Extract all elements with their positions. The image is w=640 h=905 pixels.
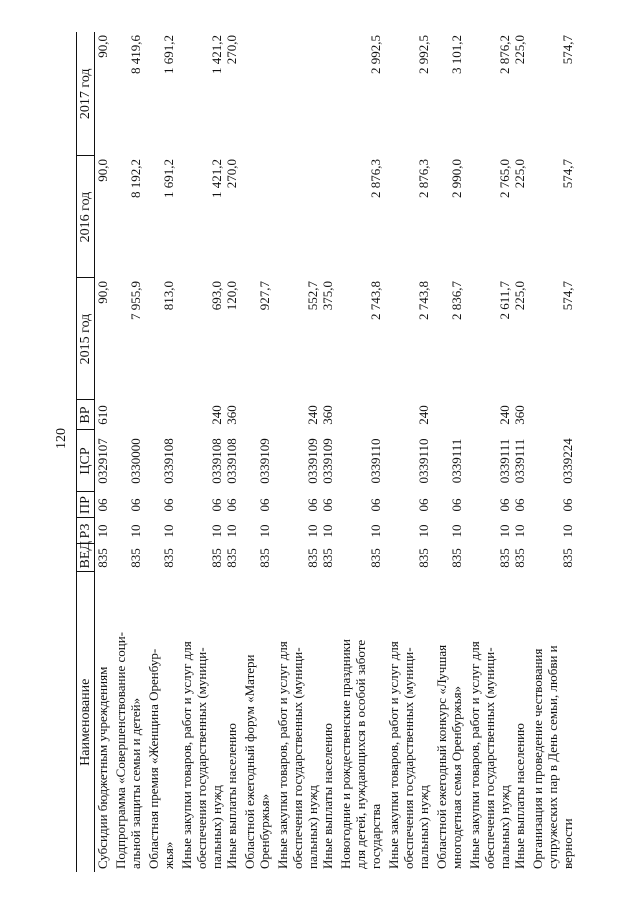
cell-rz — [338, 518, 386, 544]
cell-csr — [467, 430, 530, 492]
cell-2016 — [467, 156, 530, 278]
cell-rz-line: 10 — [416, 524, 431, 538]
cell-pr-line: 06 — [257, 498, 272, 512]
cell-2016-line: 2 876,3 — [416, 159, 431, 198]
cell-2015 — [179, 278, 242, 400]
cell-pr-line: 06 — [209, 498, 224, 512]
cell-2016 — [242, 156, 275, 278]
cell-csr-line: 0339110 — [416, 438, 431, 484]
cell-2016-line: 270,0 — [224, 159, 239, 189]
cell-2015-line: 2 611,7 — [497, 281, 512, 320]
cell-rz-line: 10 — [257, 524, 272, 538]
cell-vr — [338, 400, 386, 430]
row-name — [467, 572, 530, 872]
cell-rz-line: 10 — [320, 524, 335, 538]
cell-pr — [386, 492, 434, 518]
cell-ved-line: 835 — [512, 548, 527, 568]
col-header-pr: ПР — [77, 492, 95, 518]
row-name-line: пальных) нужд — [305, 785, 320, 869]
cell-rz-line: 10 — [560, 524, 575, 538]
cell-ved-line: 835 — [209, 548, 224, 568]
table-row — [467, 32, 530, 872]
cell-2017-line: 225,0 — [512, 35, 527, 65]
row-name-line: альной защиты семьи и детей» — [128, 697, 143, 869]
rotated-page-content — [76, 32, 578, 872]
col-header-vr: ВР — [77, 400, 95, 430]
cell-vr-line: 360 — [224, 405, 239, 425]
table-row — [113, 32, 146, 872]
cell-ved-line: 835 — [416, 548, 431, 568]
cell-csr-line: 0339111 — [449, 438, 464, 484]
cell-2016 — [95, 156, 114, 278]
cell-vr-line — [368, 403, 383, 427]
cell-2017 — [146, 32, 179, 156]
cell-vr-line: 240 — [497, 405, 512, 425]
cell-2015 — [467, 278, 530, 400]
cell-2017-line: 3 101,2 — [449, 35, 464, 74]
cell-pr — [530, 492, 578, 518]
cell-csr — [95, 430, 114, 492]
row-name-line: Иные закупки товаров, работ и услуг для — [467, 641, 482, 869]
cell-vr-line: 240 — [209, 405, 224, 425]
col-header-2017: 2017 год — [77, 32, 95, 156]
row-name-line: Новогодние и рождественские праздники — [338, 639, 353, 869]
cell-rz-line: 10 — [305, 524, 320, 538]
cell-ved — [530, 544, 578, 572]
cell-pr-line: 06 — [560, 498, 575, 512]
table-row — [434, 32, 467, 872]
row-name-line: Организация и проведение чествования — [530, 648, 545, 869]
cell-csr — [242, 430, 275, 492]
cell-2017-line: 2 992,5 — [416, 35, 431, 74]
cell-csr — [338, 430, 386, 492]
cell-2016 — [530, 156, 578, 278]
cell-ved-line: 835 — [320, 548, 335, 568]
cell-2015-line: 2 743,8 — [368, 281, 383, 320]
cell-pr-line: 06 — [224, 498, 239, 512]
cell-2015-line: 7 955,9 — [128, 281, 143, 320]
cell-2015 — [530, 278, 578, 400]
row-name-line: Иные закупки товаров, работ и услуг для — [179, 641, 194, 869]
cell-2015-line: 225,0 — [512, 281, 527, 311]
table-row — [338, 32, 386, 872]
row-name — [242, 572, 275, 872]
cell-ved-line: 835 — [497, 548, 512, 568]
cell-rz — [386, 518, 434, 544]
cell-csr — [386, 430, 434, 492]
cell-vr — [386, 400, 434, 430]
row-name-line: обеспечения государственных (муници- — [290, 647, 305, 869]
cell-2017 — [530, 32, 578, 156]
cell-vr-line — [449, 403, 464, 427]
cell-2015-line: 375,0 — [320, 281, 335, 311]
cell-rz — [467, 518, 530, 544]
table-row — [146, 32, 179, 872]
cell-rz-line: 10 — [95, 524, 110, 538]
cell-2016-line: 1 691,2 — [161, 159, 176, 198]
row-name — [113, 572, 146, 872]
cell-ved — [434, 544, 467, 572]
page-number: 120 — [54, 428, 69, 449]
cell-2016 — [434, 156, 467, 278]
cell-pr-line: 06 — [368, 498, 383, 512]
col-header-ved: ВЕД — [77, 544, 95, 572]
cell-vr — [146, 400, 179, 430]
cell-csr-line: 0339108 — [161, 438, 176, 484]
cell-vr-line — [128, 403, 143, 427]
cell-2016-line: 1 421,2 — [209, 159, 224, 198]
row-name — [434, 572, 467, 872]
cell-pr — [95, 492, 114, 518]
row-name-line: жья» — [161, 841, 176, 869]
cell-csr — [113, 430, 146, 492]
cell-2017-line: 270,0 — [224, 35, 239, 65]
cell-2017 — [179, 32, 242, 156]
cell-2015-line: 574,7 — [560, 281, 575, 311]
cell-2016-line: 90,0 — [95, 159, 110, 182]
cell-2016 — [386, 156, 434, 278]
cell-vr-line: 610 — [95, 405, 110, 425]
cell-vr — [530, 400, 578, 430]
table-row — [242, 32, 275, 872]
cell-pr-line: 06 — [449, 498, 464, 512]
cell-2016-line: 574,7 — [560, 159, 575, 189]
row-name-line: Субсидии бюджетным учреждениям — [95, 666, 110, 869]
cell-ved-line: 835 — [257, 548, 272, 568]
cell-csr-line: 0339111 — [512, 438, 527, 484]
row-name-line: пальных) нужд — [209, 785, 224, 869]
cell-2015-line: 693,0 — [209, 281, 224, 311]
cell-vr — [434, 400, 467, 430]
row-name-line: Областной ежегодный форум «Матери — [242, 654, 257, 869]
cell-rz — [275, 518, 338, 544]
cell-pr-line: 06 — [128, 498, 143, 512]
cell-rz — [530, 518, 578, 544]
cell-pr — [242, 492, 275, 518]
row-name-line: обеспечения государственных (муници- — [194, 647, 209, 869]
row-name-line: обеспечения государственных (муници- — [401, 647, 416, 869]
cell-rz-line: 10 — [512, 524, 527, 538]
cell-2016-line: 2 765,0 — [497, 159, 512, 198]
cell-rz-line: 10 — [449, 524, 464, 538]
cell-csr-line: 0339108 — [209, 438, 224, 484]
col-header-name: Наименование — [77, 572, 95, 872]
table-body — [95, 32, 579, 872]
cell-ved — [275, 544, 338, 572]
cell-2016-line — [320, 159, 335, 275]
row-name-line: супружеских пар в День семьи, любви и — [545, 645, 560, 869]
cell-2016 — [146, 156, 179, 278]
cell-vr-line — [257, 403, 272, 427]
cell-csr-line: 0339108 — [224, 438, 239, 484]
cell-vr-line: 360 — [512, 405, 527, 425]
cell-ved — [338, 544, 386, 572]
cell-rz-line: 10 — [497, 524, 512, 538]
cell-2015-line: 120,0 — [224, 281, 239, 311]
cell-2016-line: 225,0 — [512, 159, 527, 189]
cell-2015 — [113, 278, 146, 400]
row-name-line: Иные выплаты населению — [512, 723, 527, 869]
cell-csr-line: 0339109 — [320, 438, 335, 484]
cell-csr-line: 0339109 — [305, 438, 320, 484]
cell-2016 — [113, 156, 146, 278]
cell-2015 — [275, 278, 338, 400]
cell-ved — [467, 544, 530, 572]
table-row — [95, 32, 114, 872]
row-name-line: Иные закупки товаров, работ и услуг для — [275, 641, 290, 869]
cell-2017 — [338, 32, 386, 156]
row-name-line: Оренбуржья» — [257, 793, 272, 869]
cell-2017 — [275, 32, 338, 156]
cell-2015 — [338, 278, 386, 400]
cell-2016-line: 2 876,3 — [368, 159, 383, 198]
cell-2017-line — [320, 35, 335, 153]
cell-pr — [467, 492, 530, 518]
cell-2017-line: 1 421,2 — [209, 35, 224, 74]
cell-ved-line: 835 — [305, 548, 320, 568]
table-row — [530, 32, 578, 872]
row-name — [179, 572, 242, 872]
cell-2017-line: 574,7 — [560, 35, 575, 65]
cell-2016 — [179, 156, 242, 278]
cell-pr — [179, 492, 242, 518]
cell-2015-line: 2 836,7 — [449, 281, 464, 320]
cell-csr — [146, 430, 179, 492]
cell-ved — [242, 544, 275, 572]
row-name-line: Областная премия «Женщина Оренбур- — [146, 648, 161, 869]
row-name — [530, 572, 578, 872]
cell-2015 — [242, 278, 275, 400]
cell-2017 — [386, 32, 434, 156]
cell-ved-line: 835 — [128, 548, 143, 568]
cell-rz — [179, 518, 242, 544]
row-name — [275, 572, 338, 872]
cell-pr — [146, 492, 179, 518]
row-name-line: верности — [560, 818, 575, 869]
cell-pr — [113, 492, 146, 518]
cell-pr — [275, 492, 338, 518]
cell-2016-line — [305, 159, 320, 275]
cell-2015 — [146, 278, 179, 400]
cell-csr-line: 0330000 — [128, 438, 143, 484]
row-name — [95, 572, 114, 872]
col-header-2015: 2015 год — [77, 278, 95, 400]
cell-vr — [113, 400, 146, 430]
cell-rz — [242, 518, 275, 544]
col-header-csr: ЦСР — [77, 430, 95, 492]
cell-2015 — [434, 278, 467, 400]
cell-rz-line: 10 — [128, 524, 143, 538]
cell-2015 — [95, 278, 114, 400]
cell-rz — [434, 518, 467, 544]
cell-csr-line: 0339110 — [368, 438, 383, 484]
cell-vr — [467, 400, 530, 430]
cell-csr-line: 0339111 — [497, 438, 512, 484]
cell-rz-line: 10 — [224, 524, 239, 538]
cell-pr-line: 06 — [497, 498, 512, 512]
cell-2015-line: 2 743,8 — [416, 281, 431, 320]
row-name-line: для детей, нуждающихся в особой заботе — [353, 639, 368, 869]
cell-csr-line: 0329107 — [95, 438, 110, 484]
cell-2017-line: 8 419,6 — [128, 35, 143, 74]
cell-ved — [386, 544, 434, 572]
cell-vr-line — [560, 403, 575, 427]
cell-ved-line: 835 — [368, 548, 383, 568]
cell-2016 — [338, 156, 386, 278]
budget-table — [76, 32, 578, 872]
row-name-line: Иные выплаты населению — [320, 723, 335, 869]
cell-ved-line: 835 — [161, 548, 176, 568]
cell-rz — [95, 518, 114, 544]
cell-csr — [530, 430, 578, 492]
cell-csr — [179, 430, 242, 492]
cell-rz — [113, 518, 146, 544]
table-row — [275, 32, 338, 872]
row-name-line: обеспечения государственных (муници- — [482, 647, 497, 869]
cell-2017-line: 1 691,2 — [161, 35, 176, 74]
cell-ved-line: 835 — [449, 548, 464, 568]
cell-2017-line: 2 992,5 — [368, 35, 383, 74]
cell-ved — [146, 544, 179, 572]
cell-2017-line: 90,0 — [95, 35, 110, 58]
header-row — [77, 32, 95, 872]
row-name-line: Иные выплаты населению — [224, 723, 239, 869]
col-header-2016: 2016 год — [77, 156, 95, 278]
row-name — [338, 572, 386, 872]
row-name-line: пальных) нужд — [497, 785, 512, 869]
cell-2016 — [275, 156, 338, 278]
cell-2015-line: 90,0 — [95, 281, 110, 304]
cell-2016-line: 2 990,0 — [449, 159, 464, 198]
cell-ved — [113, 544, 146, 572]
cell-csr — [434, 430, 467, 492]
cell-csr-line: 0339109 — [257, 438, 272, 484]
cell-csr — [275, 430, 338, 492]
cell-vr — [179, 400, 242, 430]
cell-rz-line: 10 — [161, 524, 176, 538]
cell-2016-line: 8 192,2 — [128, 159, 143, 198]
row-name — [146, 572, 179, 872]
cell-pr-line: 06 — [416, 498, 431, 512]
cell-vr — [95, 400, 114, 430]
cell-pr-line: 06 — [512, 498, 527, 512]
cell-ved-line: 835 — [560, 548, 575, 568]
cell-pr — [434, 492, 467, 518]
row-name-line: государства — [368, 803, 383, 869]
row-name-line: Областной ежегодный конкурс «Лучшая — [434, 644, 449, 869]
row-name-line: пальных) нужд — [416, 785, 431, 869]
cell-ved — [95, 544, 114, 572]
row-name — [386, 572, 434, 872]
col-header-rz: РЗ — [77, 518, 95, 544]
row-name-line: многодетная семья Оренбуржья» — [449, 685, 464, 869]
cell-2017 — [242, 32, 275, 156]
cell-vr — [242, 400, 275, 430]
cell-2017-line — [305, 35, 320, 153]
row-name-line: Подпрограмма «Совершенствование соци- — [113, 632, 128, 869]
cell-pr-line: 06 — [95, 498, 110, 512]
cell-pr-line: 06 — [161, 498, 176, 512]
cell-pr — [338, 492, 386, 518]
cell-pr-line: 06 — [305, 498, 320, 512]
cell-2017 — [434, 32, 467, 156]
cell-2015 — [386, 278, 434, 400]
cell-ved-line: 835 — [95, 548, 110, 568]
cell-rz — [146, 518, 179, 544]
cell-2017 — [467, 32, 530, 156]
cell-2017-line: 2 876,2 — [497, 35, 512, 74]
cell-2016-line — [257, 159, 272, 275]
cell-vr-line: 360 — [320, 405, 335, 425]
cell-csr-line: 0339224 — [560, 438, 575, 484]
cell-2015-line: 927,7 — [257, 281, 272, 311]
table-row — [386, 32, 434, 872]
cell-2017 — [113, 32, 146, 156]
cell-vr-line: 240 — [305, 405, 320, 425]
cell-2015-line: 813,0 — [161, 281, 176, 311]
cell-pr-line: 06 — [320, 498, 335, 512]
cell-vr — [275, 400, 338, 430]
cell-2017-line — [257, 35, 272, 153]
cell-vr-line — [161, 403, 176, 427]
cell-ved — [179, 544, 242, 572]
cell-rz-line: 10 — [209, 524, 224, 538]
cell-vr-line: 240 — [416, 405, 431, 425]
table-row — [179, 32, 242, 872]
cell-rz-line: 10 — [368, 524, 383, 538]
cell-ved-line: 835 — [224, 548, 239, 568]
cell-2015-line: 552,7 — [305, 281, 320, 311]
row-name-line: Иные закупки товаров, работ и услуг для — [386, 641, 401, 869]
cell-2017 — [95, 32, 114, 156]
